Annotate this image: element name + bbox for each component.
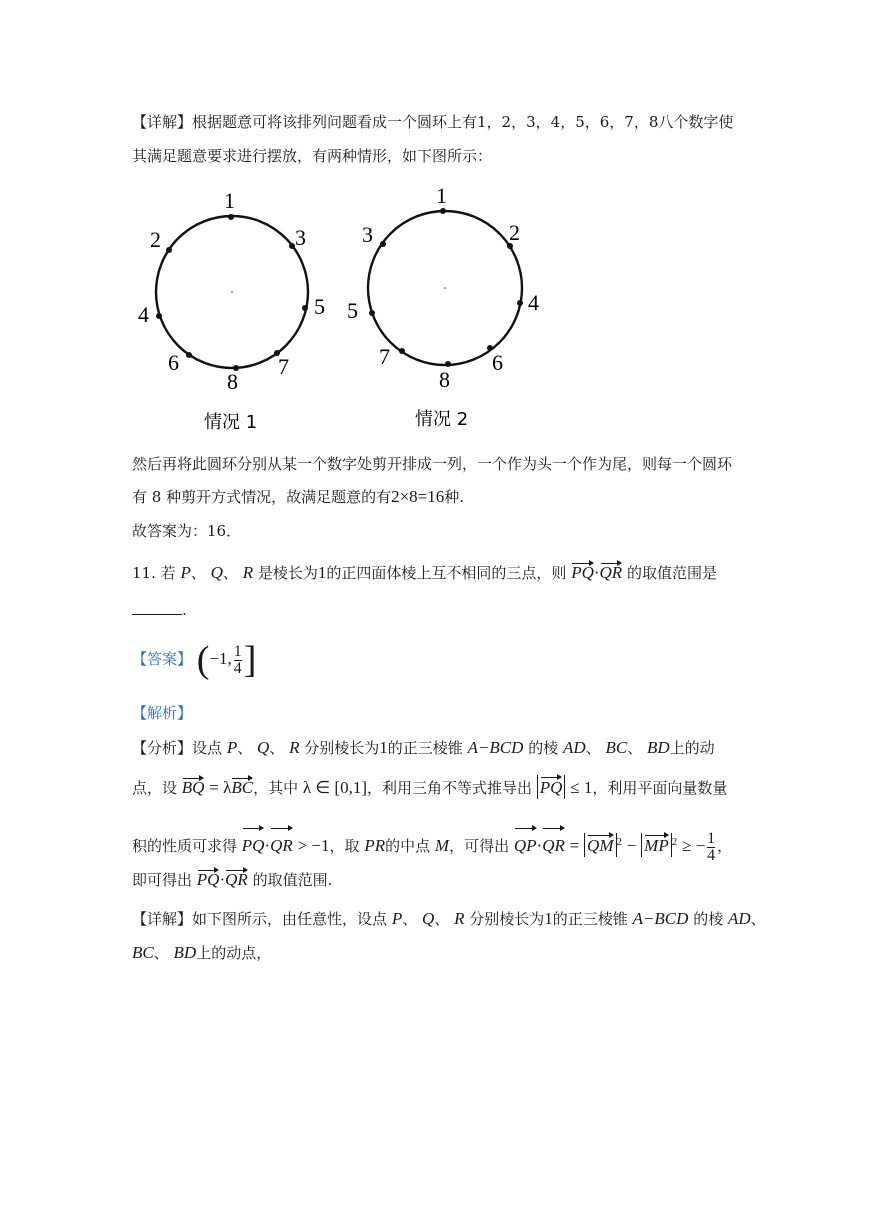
c1-label-1: 1 <box>224 188 235 213</box>
c1-dot-6 <box>186 352 192 358</box>
c2-label-2: 2 <box>509 220 520 245</box>
detail-line-1: 【详解】根据题意可将该排列问题看成一个圆环上有1，2，3，4，5，6，7，8八个数字使 <box>132 113 734 131</box>
vector-qr: QR <box>599 563 623 582</box>
detail2-line-2: BC、 BD上的动点， <box>132 943 272 962</box>
c2-label-4: 4 <box>528 290 539 315</box>
c2-label-1: 1 <box>436 183 447 208</box>
c1-label-8: 8 <box>227 369 238 394</box>
answer-statement: 故答案为：16． <box>132 522 242 540</box>
c1-dot-5 <box>302 305 308 311</box>
answer-block: 【答案】 (−1, $\frac{1}{4}$ ] <box>132 639 257 681</box>
para2-line-2: 有 8 种剪开方式情况，故满足题意的有2×8=16种. <box>132 487 465 506</box>
detail2-line-1: 【详解】如下图所示，由任意性，设点 P、 Q、 R 分别棱长为1的正三棱锥 A−BCD 的棱 AD、 <box>132 909 766 928</box>
circle-figures <box>130 180 560 440</box>
analysis-line-1: 【分析】设点 P、 Q、 R 分别棱长为1的正三棱锥 A−BCD 的棱 AD、 BC、 BD上的动 <box>132 738 715 757</box>
answer-tag: 【答案】 <box>132 650 193 668</box>
c2-label-3: 3 <box>362 222 373 247</box>
answer-fraction: $\frac{1}{4}$ <box>233 642 242 677</box>
answer-blank <box>132 602 182 615</box>
c1-label-4: 4 <box>138 302 149 327</box>
c2-dot-5 <box>369 310 375 316</box>
detail-tag: 【详解】 <box>132 113 193 131</box>
c2-label-6: 6 <box>492 350 503 375</box>
question-11: 11. 若 P、 Q、 R 是棱长为1的正四面体棱上互不相同的三点，则 PQ·QR 的取值范围是 <box>132 563 717 582</box>
c1-label-2: 2 <box>150 227 161 252</box>
c2-dot-7 <box>399 348 405 354</box>
c2-label-7: 7 <box>379 344 390 369</box>
c2-label-5: 5 <box>347 298 358 323</box>
c2-caption: 情况 2 <box>415 409 469 430</box>
quarter-fraction: $\frac{1}{4}$ <box>707 829 716 864</box>
c2-dot-1 <box>440 208 446 214</box>
product-expression: 2×8=16 <box>391 487 445 506</box>
c1-label-5: 5 <box>314 294 325 319</box>
c1-caption: 情况 1 <box>204 412 258 433</box>
c1-dot-4 <box>156 313 162 319</box>
question-blank: . <box>132 600 187 620</box>
circle-2 <box>347 183 539 430</box>
circle-1 <box>138 188 325 433</box>
c1-label-6: 6 <box>168 350 179 375</box>
analysis-line-4: 即可得出 PQ·QR 的取值范围. <box>132 870 333 889</box>
c1-label-3: 3 <box>295 225 306 250</box>
analysis-tag: 【解析】 <box>132 704 193 722</box>
question-number: 11. <box>132 564 156 582</box>
para2-line-1: 然后再将此圆环分别从某一个数字处剪开排成一列，一个作为头一个作为尾，则每一个圆环 <box>132 455 733 473</box>
c2-dot-3 <box>380 241 386 247</box>
c1-label-7: 7 <box>278 354 289 379</box>
vector-pq: PQ <box>571 563 594 582</box>
analysis-line-3: 积的性质可求得 PQ·QR > −1，取 PR的中点 M，可得出 QP·QR = QM $^2$ − MP $^2$ ≥ − $\frac{1}{4}$ ， <box>132 824 732 864</box>
c1-dot-2 <box>166 247 172 253</box>
c1-dot-1 <box>228 214 234 220</box>
c2-dot-4 <box>517 300 523 306</box>
analysis-line-2: 点，设 BQ = λBC，其中 λ ∈ [0,1]，利用三角不等式推导出 PQ ≤ 1，利用平面向量数量 <box>132 775 727 799</box>
c2-label-8: 8 <box>439 367 450 392</box>
detail-line-2: 其满足题意要求进行摆放，有两种情形，如下图所示： <box>132 147 493 165</box>
